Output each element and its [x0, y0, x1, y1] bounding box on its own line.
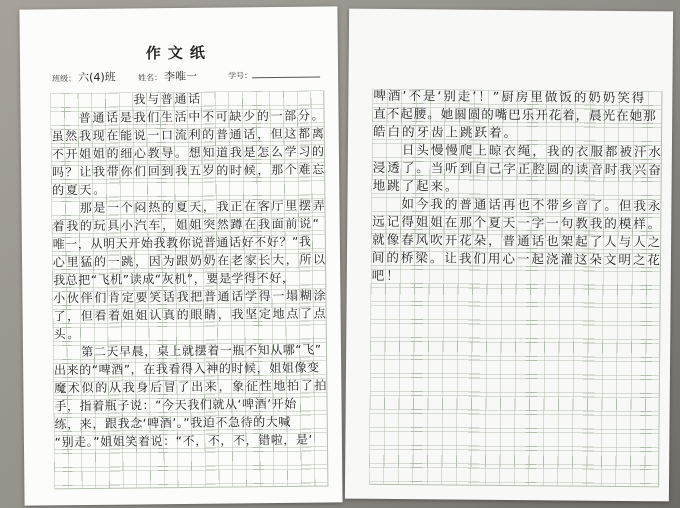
essay-line: 远记得姐姐在那个夏天一字一句教我的模样。 — [372, 213, 663, 232]
essay-line: 日头慢慢爬上晾衣绳，我的衣服都被汗水 — [401, 142, 663, 160]
essay-line: 手，指着瓶子说：“今天我们就从‘啤酒’开始 — [54, 396, 297, 414]
essay-line: 头。 — [53, 327, 82, 342]
class-field — [52, 71, 116, 87]
essay-line: 吧！ — [371, 267, 401, 284]
name-value: 李唯一 — [164, 69, 198, 84]
writing-grid-left — [50, 90, 328, 489]
student-id-blank — [252, 69, 320, 79]
composition-sheet-right — [345, 9, 673, 502]
paper-heading: 作文纸 — [145, 43, 212, 63]
essay-line: 吗？让我带你们回到我五岁的时候，那个难忘 — [51, 162, 326, 180]
essay-line: 皓白的牙齿上跳跃着。 — [373, 123, 519, 141]
essay-title: 我与普通话 — [133, 91, 202, 107]
student-id-label: 学号： — [228, 71, 253, 81]
class-label: 班级： — [52, 74, 77, 84]
essay-line: 就像春风吹开花朵，普通话也架起了人与人之 — [372, 231, 663, 250]
name-field — [138, 70, 197, 86]
essay-line: 普通话是我们生活中不可缺少的一部分。 — [78, 108, 326, 126]
essay-line: 的夏天。 — [52, 182, 107, 198]
writing-grid-right — [369, 89, 662, 488]
essay-line: 地跳了起来。 — [372, 177, 460, 194]
essay-line: 小伙伴们肯定要笑话我把普通话学得一塌糊涂 — [53, 288, 328, 306]
essay-line: 如今我的普通话再也不带乡音了。但我永 — [401, 196, 663, 214]
essay-line: 魔术似的从我身后冒了出来，象征性地拍了拍 — [54, 378, 329, 396]
composition-sheet-left — [19, 6, 342, 505]
essay-line: 唯一，从明天开始我教你说普通话好不好？”我 — [52, 234, 312, 252]
essay-line: 直不起腰。她圆圆的嘴巴乐开花着，晨光在她那 — [373, 105, 657, 124]
essay-line: 不开姐姐的细心教导。想知道我是怎么学习的 — [51, 144, 326, 162]
essay-line: 浸透了。当听到自己字正腔圆的读音时我兴奋 — [372, 159, 663, 178]
essay-line: 第二天早晨，桌上就摆着一瓶不知从哪“飞” — [81, 342, 322, 360]
essay-line: “别走。”姐姐笑着说：“不，不，不，错啦，是‘ — [54, 432, 314, 450]
name-label: 姓名： — [138, 73, 163, 83]
essay-line: 着我的玩具小汽车，姐姐突然蹲在我面前说“ — [52, 216, 321, 234]
essay-line: 虽然我现在能说一口流利的普通话，但这都离 — [51, 126, 326, 144]
essay-line: 心里猛的一跳，因为跟奶奶在老家长大，所以 — [52, 252, 327, 270]
student-id-field — [228, 69, 320, 84]
essay-line: 了，但看着姐姐认真的眼睛，我坚定地点了点 — [53, 306, 328, 324]
essay-line: 我总把“飞机”读成“灰机”，要是学得不好， — [52, 270, 295, 288]
class-value: 六(4)班 — [78, 70, 116, 85]
essay-line: 那是一个闷热的夏天，我正在客厅里摆弄 — [79, 198, 327, 216]
essay-line: 出来的“啤酒”，在我看得入神的时候，姐姐像变 — [53, 360, 320, 378]
essay-line: 间的桥梁。让我们用心一起浇灌这朵文明之花 — [371, 249, 663, 268]
essay-line: 练，来，跟我念‘啤酒’。”我迫不急待的大喊 — [54, 414, 292, 432]
essay-line: 啤酒’不是‘别走’！”厨房里做饭的奶奶笑得 — [373, 87, 647, 106]
